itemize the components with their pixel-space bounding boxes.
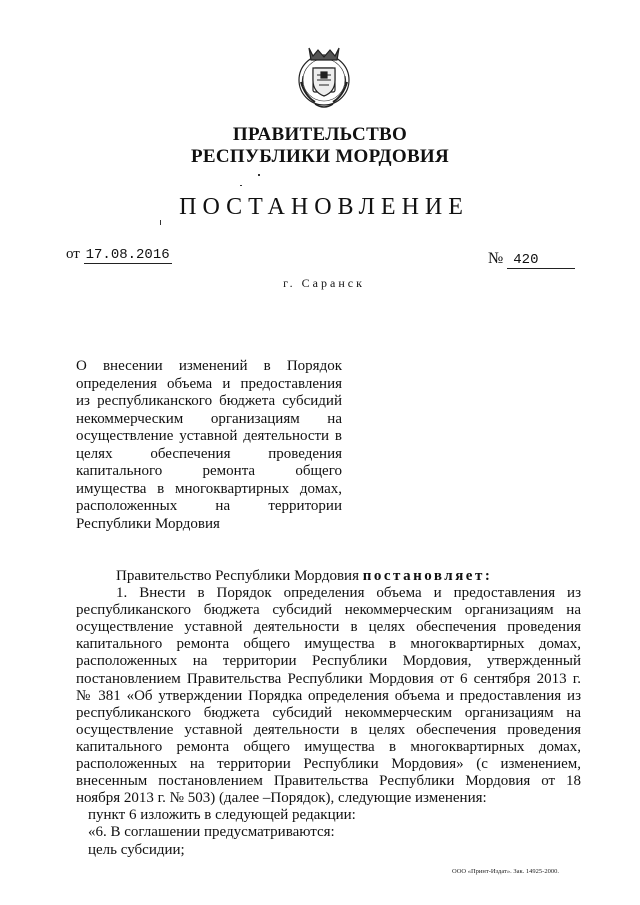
organization-name-line1: ПРАВИТЕЛЬСТВО [232, 124, 408, 145]
issuing-city: г. Саранск [283, 276, 365, 290]
subject-line: капитального ремонта общего [76, 463, 342, 479]
body-line: республиканского бюджета субсидий некоммерческим организациям на [76, 602, 581, 619]
body-line: пункт 6 изложить в следующей редакции: [88, 807, 356, 824]
body-line: капитального ремонта общего имущества в многоквартирных домах, [76, 636, 581, 653]
body-line: цель субсидии; [88, 841, 185, 858]
body-line: осуществление уставной деятельности в целях обеспечения проведения [76, 721, 581, 738]
body-line: республиканского бюджета субсидий некоммерческим организациям на [76, 704, 581, 721]
body-line: 1. Внести в Порядок определения объема и предоставления из [116, 585, 581, 602]
document-subject [76, 358, 342, 533]
number-prefix: № [488, 250, 504, 267]
subject-line: определения объема и предоставления [76, 375, 342, 392]
subject-line: некоммерческим организациям на [76, 410, 342, 427]
organization-name-line2: РЕСПУБЛИКИ МОРДОВИЯ [190, 146, 450, 167]
document-number: 420 [507, 252, 575, 269]
subject-line: имущества в многоквартирных домах, [76, 480, 342, 497]
scan-speck [160, 220, 161, 225]
document-date: 17.08.2016 [85, 247, 170, 263]
printer-imprint: ООО «Принт-Издат». Зак. 14925-2000. [452, 868, 559, 875]
subject-line: осуществление уставной деятельности в [76, 428, 342, 444]
body-line: расположенных на территории Республики Мордовия» (с изменением, [76, 756, 581, 773]
subject-line: расположенных на территории [76, 498, 342, 514]
subject-line: из республиканского бюджета субсидий [76, 393, 342, 409]
document-number-row [488, 250, 575, 269]
body-line: ноября 2013 г. № 503) (далее –Порядок), следующие изменения: [76, 790, 487, 807]
body-line: расположенных на территории Республики Мордовия, утвержденный [76, 653, 581, 670]
body-line: осуществление уставной деятельности в целях обеспечения проведения [76, 619, 581, 636]
body-line: внесенным постановлением Правительства Республики Мордовия от 18 [76, 773, 581, 790]
body-line: № 381 «Об утверждении Порядка определения объема и предоставления из [76, 687, 581, 704]
scan-speck [258, 174, 260, 176]
subject-line: целях обеспечения проведения [76, 445, 342, 462]
document-date-row [66, 246, 172, 264]
body-line: постановлением Правительства Республики Мордовия от 6 сентября 2013 г. [76, 670, 581, 687]
document-body [76, 568, 581, 859]
coat-of-arms-emblem [295, 42, 353, 112]
intro-resolves: постановляет: [362, 568, 493, 584]
intro-prefix: Правительство Республики Мордовия [116, 568, 359, 584]
body-line: «6. В соглашении предусматриваются: [88, 824, 335, 841]
scan-speck [240, 185, 242, 186]
date-prefix: от [66, 246, 80, 262]
subject-line: О внесении изменений в Порядок [76, 358, 342, 374]
document-type-title: ПОСТАНОВЛЕНИЕ [179, 194, 469, 220]
body-intro-line [76, 568, 581, 585]
body-line: капитального ремонта общего имущества в многоквартирных домах, [76, 738, 581, 755]
subject-line: Республики Мордовия [76, 515, 220, 532]
